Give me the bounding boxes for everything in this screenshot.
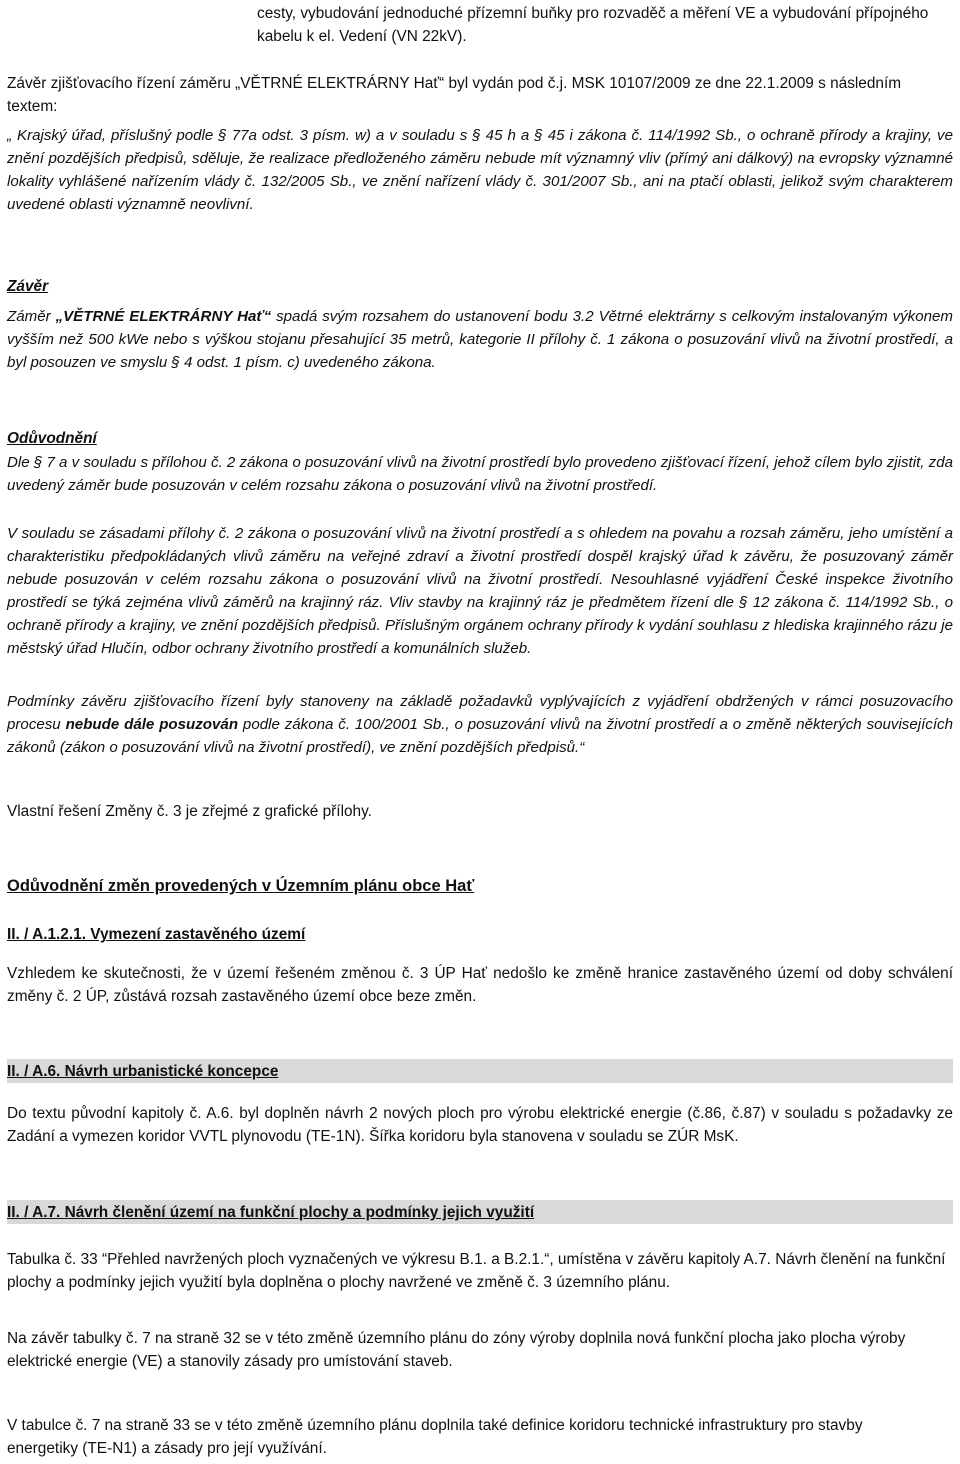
oduvodneni-p3-start: Podmínky závěru zjišťovacího řízení byly stanoveny na základě požadavků vyplývajících z vyjádření obdržených v rámci posuzovacího procesu — [7, 693, 953, 733]
section-a7-paragraph-3: V tabulce č. 7 na straně 33 se v této změně územního plánu doplnila také definice koridoru technické infrastruktury pro stavby energetiky (TE-N1) a zásady pro její využívání. — [7, 1417, 863, 1457]
project-name: „VĚTRNÉ ELEKTRÁRNY Hať“ — [55, 308, 272, 325]
oduvodneni-paragraph-3 — [7, 690, 953, 759]
oduvodneni-paragraph-1: Dle § 7 a v souladu s přílohou č. 2 zákona o posuzování vlivů na životní prostředí bylo provedeno zjišťovací řízení, jehož cílem bylo zjistit, zda uvedený záměr bude posuzován v celém rozsahu zákona o posuzování vlivů na životní prostředí. — [7, 454, 953, 494]
main-heading: Odůvodnění změn provedených v Územním plánu obce Hať — [7, 877, 475, 895]
oduvodneni-paragraph-2: V souladu se zásadami přílohy č. 2 zákona o posuzování vlivů na životní prostředí a s ohledem na povahu a rozsah záměru, jeho umístění a charakteristiku předpokládaných vlivů záměru na veřejné zdraví a životní prostředí dospěl krajský úřad k závěru, že posuzovaný záměr nebude posuzován v celém rozsahu zákona o posuzování vlivů na životní prostředí. Nesouhlasné vyjádření České inspekce životního prostředí se týká zejména vlivů záměrů na krajinný ráz. Vliv stavby na krajinný ráz je předmětem řízení dle § 12 zákona č. 114/1992 Sb., o ochraně přírody a krajiny, ve znění pozdějších předpisů. Příslušným orgánem ochrany přírody k vydání souhlasu z hlediska krajinného rázu je městský úřad Hlučín, odbor ochrany životního prostředí a komunálních služeb. — [7, 525, 953, 657]
vlastni-reseni: Vlastní řešení Změny č. 3 je zřejmé z grafické přílohy. — [7, 803, 372, 820]
section-a7-paragraph-1: Tabulka č. 33 “Přehled navržených ploch vyznačených ve výkresu B.1. a B.2.1.“, umístěna v závěru kapitoly A.7. Návrh členění na funkční plochy a podmínky jejich využití byla doplněna o plochy navržené ve změně č. 3 územního plánu. — [7, 1251, 946, 1291]
section-title-a121: II. / A.1.2.1. Vymezení zastavěného území — [7, 926, 306, 943]
conclusion-reference: Závěr zjišťovacího řízení záměru „VĚTRNÉ ELEKTRÁRNY Hať“ byl vydán pod č.j. MSK 10107/2009 ze dne 22.1.2009 s následním textem: — [7, 75, 902, 115]
section-title-a6: II. / A.6. Návrh urbanistické koncepce — [7, 1063, 279, 1080]
zaver-lead: Záměr — [7, 308, 56, 325]
section-a7-paragraph-2: Na závěr tabulky č. 7 na straně 32 se v této změně územního plánu do zóny výroby doplnila nová funkční plocha jako plocha výroby elektrické energie (VE) a stanovily zásady pro umístování staveb. — [7, 1330, 906, 1370]
zaver-heading: Závěr — [7, 278, 49, 295]
oduvodneni-p3-emphasis: nebude dále posuzován — [65, 716, 239, 733]
zaver-paragraph — [7, 305, 953, 374]
zaver-text: spadá svým rozsahem do ustanovení bodu 3.2 Větrné elektrárny s celkovým instalovaným výkonem vyšším než 500 kWe nebo s výškou stojanu přesahující 35 metrů, kategorie II přílohy č. 1 zákona o posuzování vlivů na životní prostředí, a byl posouzen ve smyslu § 4 odst. 1 písm. c) uvedeného zákona. — [7, 308, 953, 371]
authority-quote: „ Krajský úřad, příslušný podle § 77a odst. 3 písm. w) a v souladu s § 45 h a § 45 i zákona č. 114/1992 Sb., o ochraně přírody a krajiny, ve znění pozdějších předpisů, sděluje, že realizace předloženého záměru nebude mít významný vliv (přímý ani dálkový) na evropsky významné lokality vyhlášené nařízením vlády č. 132/2005 Sb., ve znění nařízení vlády č. 301/2007 Sb., ani na ptačí oblasti, jelikož svým charakterem uvedené oblasti významně neovlivní. — [7, 127, 953, 213]
oduvodneni-p3-end: podle zákona č. 100/2001 Sb., o posuzování vlivů na životní prostředí a o změně některých souvisejících zákonů (zákon o posuzování vlivů na životní prostředí), ve znění pozdějších předpisů.“ — [7, 716, 953, 756]
section-a121-paragraph: Vzhledem ke skutečnosti, že v území řešeném změnou č. 3 ÚP Hať nedošlo ke změně hranice zastavěného území od doby schválení změny č. 2 ÚP, zůstává rozsah zastavěného území obce beze změn. — [7, 965, 953, 1005]
section-title-a7: II. / A.7. Návrh členění území na funkční plochy a podmínky jejich využití — [7, 1204, 535, 1221]
intro-continuation: cesty, vybudování jednoduché přízemní buňky pro rozvaděč a měření VE a vybudování přípojného kabelu k el. Vedení (VN 22kV). — [257, 5, 929, 45]
section-a6-paragraph: Do textu původní kapitoly č. A.6. byl doplněn návrh 2 nových ploch pro výrobu elektrické energie (č.86, č.87) v souladu s požadavky ze Zadání a vymezen koridor VVTL plynovodu (TE-1N). Šířka koridoru byla stanovena v souladu se ZÚR MsK. — [7, 1105, 953, 1145]
oduvodneni-heading: Odůvodnění — [7, 430, 97, 447]
